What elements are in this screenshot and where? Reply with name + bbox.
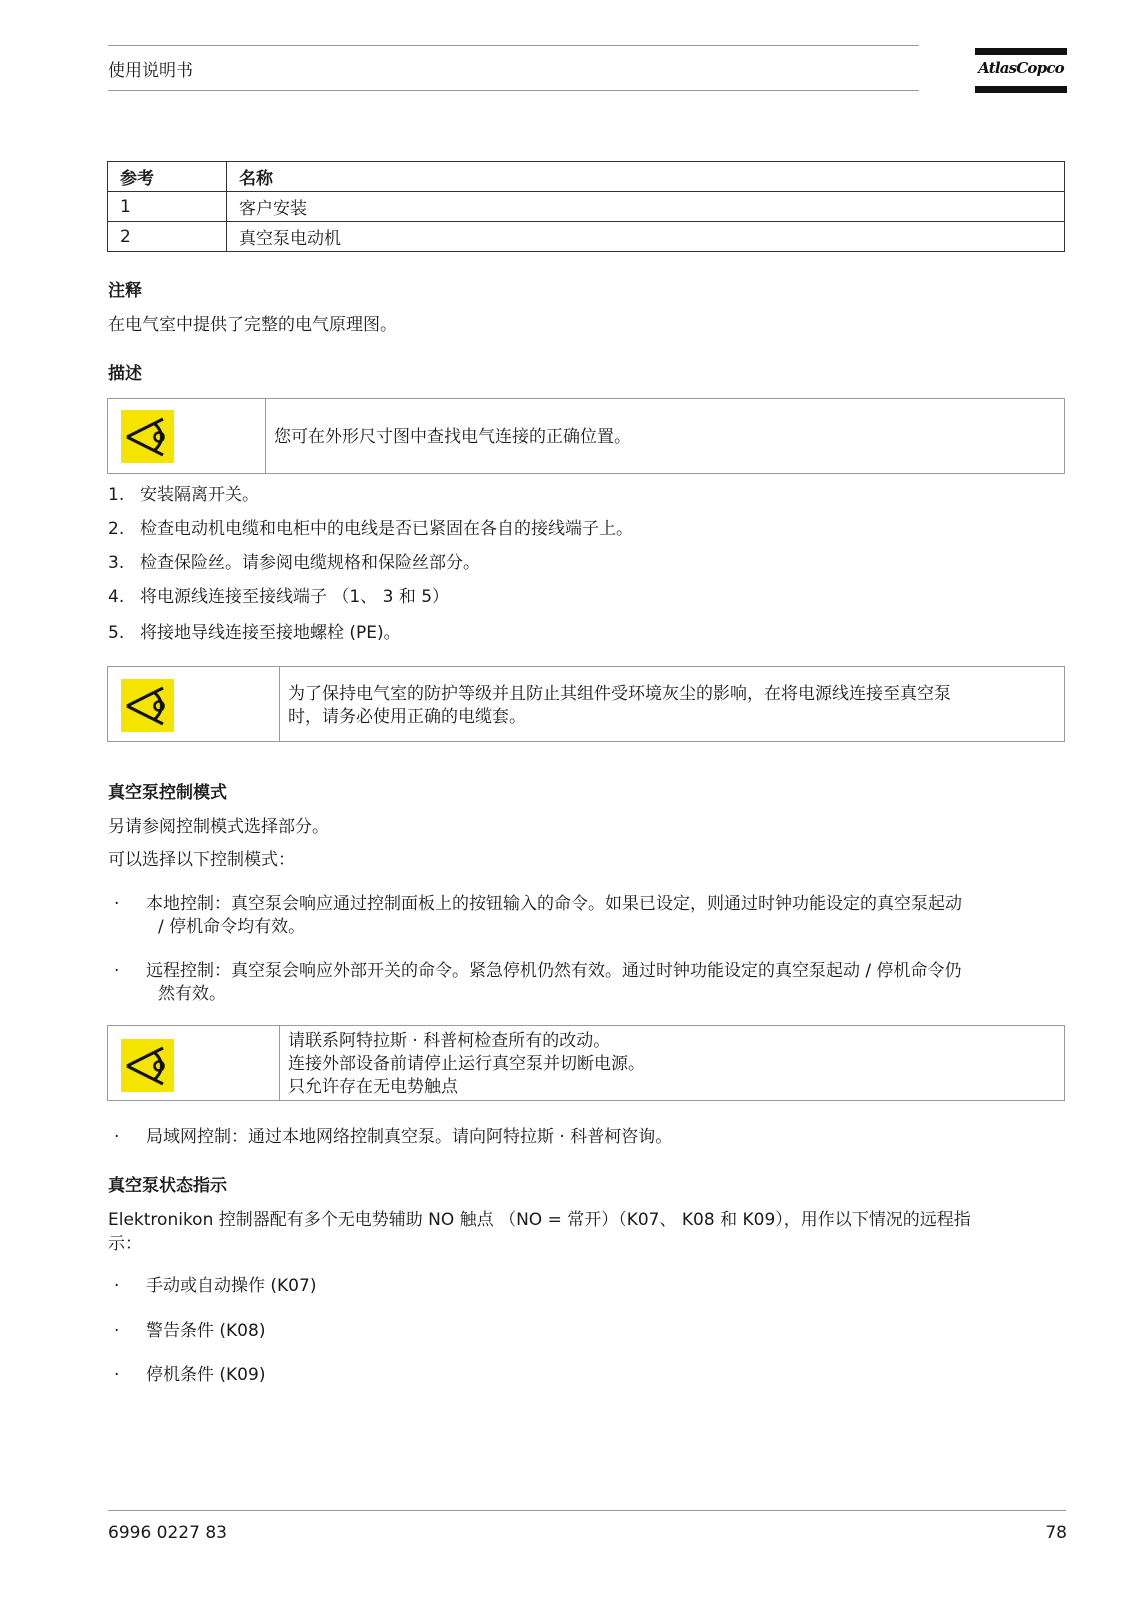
logo-text: AtlasCopco [978,59,1064,77]
cell-ref: 2 [108,222,227,252]
step-number: 4. [108,587,125,607]
bullet-text: 局域网控制：通过本地网络控制真空泵。请向阿特拉斯 · 科普柯咨询。 [146,1127,673,1147]
table-row [108,222,1065,252]
eye-reference-icon [121,410,174,463]
atlas-copco-logo [975,48,1067,94]
bullet-dot: · [114,1321,120,1341]
bullet-dot: · [114,961,120,981]
header-top-rule [108,45,919,46]
document-number: 6996 0227 83 [108,1523,227,1543]
table-row [108,192,1065,222]
note-box [107,666,1065,742]
bullet-text: 远程控制：真空泵会响应外部开关的命令。紧急停机仍然有效。通过时钟功能设定的真空泵起动 / 停机命令仍 [146,961,962,981]
description-heading: 描述 [108,364,142,384]
cell-name: 真空泵电动机 [227,222,1065,252]
bullet-text: / 停机命令均有效。 [158,917,306,937]
control-modes-heading: 真空泵控制模式 [108,783,227,803]
bullet-text: 然有效。 [158,984,226,1004]
control-modes-intro: 可以选择以下控制模式： [108,850,295,870]
bullet-text: 手动或自动操作 (K07) [146,1276,317,1296]
table-header-row [108,162,1065,192]
remarks-text: 在电气室中提供了完整的电气原理图。 [108,315,397,335]
bullet-text: 本地控制：真空泵会响应通过控制面板上的按钮输入的命令。如果已设定，则通过时钟功能设定的真空泵起动 [146,894,962,914]
page-number: 78 [1045,1523,1067,1543]
status-intro: Elektronikon 控制器配有多个无电势辅助 NO 触点 （NO = 常开）（K07、 K08 和 K09），用作以下情况的远程指 示： [108,1210,971,1254]
bullet-text: 停机条件 (K09) [146,1365,266,1385]
bullet-dot: · [114,894,120,914]
status-heading: 真空泵状态指示 [108,1176,227,1196]
eye-reference-icon [121,679,174,732]
note-box [107,398,1065,474]
cell-ref: 1 [108,192,227,222]
step-text: 将电源线连接至接线端子 （1、 3 和 5） [140,587,450,607]
bullet-dot: · [114,1127,120,1147]
reference-table [107,161,1065,252]
column-header-name: 名称 [227,162,1065,192]
header-bottom-rule [108,90,919,91]
document-title: 使用说明书 [108,61,193,81]
bullet-dot: · [114,1365,120,1385]
footer-rule [108,1510,1066,1511]
step-text: 检查电动机电缆和电柜中的电线是否已紧固在各自的接线端子上。 [140,519,633,539]
step-text: 检查保险丝。请参阅电缆规格和保险丝部分。 [140,553,480,573]
column-header-ref: 参考 [108,162,227,192]
step-number: 2. [108,519,125,539]
step-number: 5. [108,623,125,643]
note-box [107,1025,1065,1101]
cell-name: 客户安装 [227,192,1065,222]
remarks-heading: 注释 [108,281,142,301]
step-number: 1. [108,485,125,505]
bullet-text: 警告条件 (K08) [146,1321,266,1341]
step-text: 将接地导线连接至接地螺栓 (PE)。 [140,623,401,643]
bullet-dot: · [114,1276,120,1296]
note-text: 请联系阿特拉斯 · 科普柯检查所有的改动。 连接外部设备前请停止运行真空泵并切断电源。 只允许存在无电势触点 [288,1031,645,1097]
step-number: 3. [108,553,125,573]
note-text: 为了保持电气室的防护等级并且防止其组件受环境灰尘的影响，在将电源线连接至真空泵 时，请务必使用正确的电缆套。 [288,684,951,727]
eye-reference-icon [121,1039,174,1092]
step-text: 安装隔离开关。 [140,485,259,505]
note-text: 您可在外形尺寸图中查找电气连接的正确位置。 [274,427,631,447]
control-modes-intro: 另请参阅控制模式选择部分。 [108,817,329,837]
